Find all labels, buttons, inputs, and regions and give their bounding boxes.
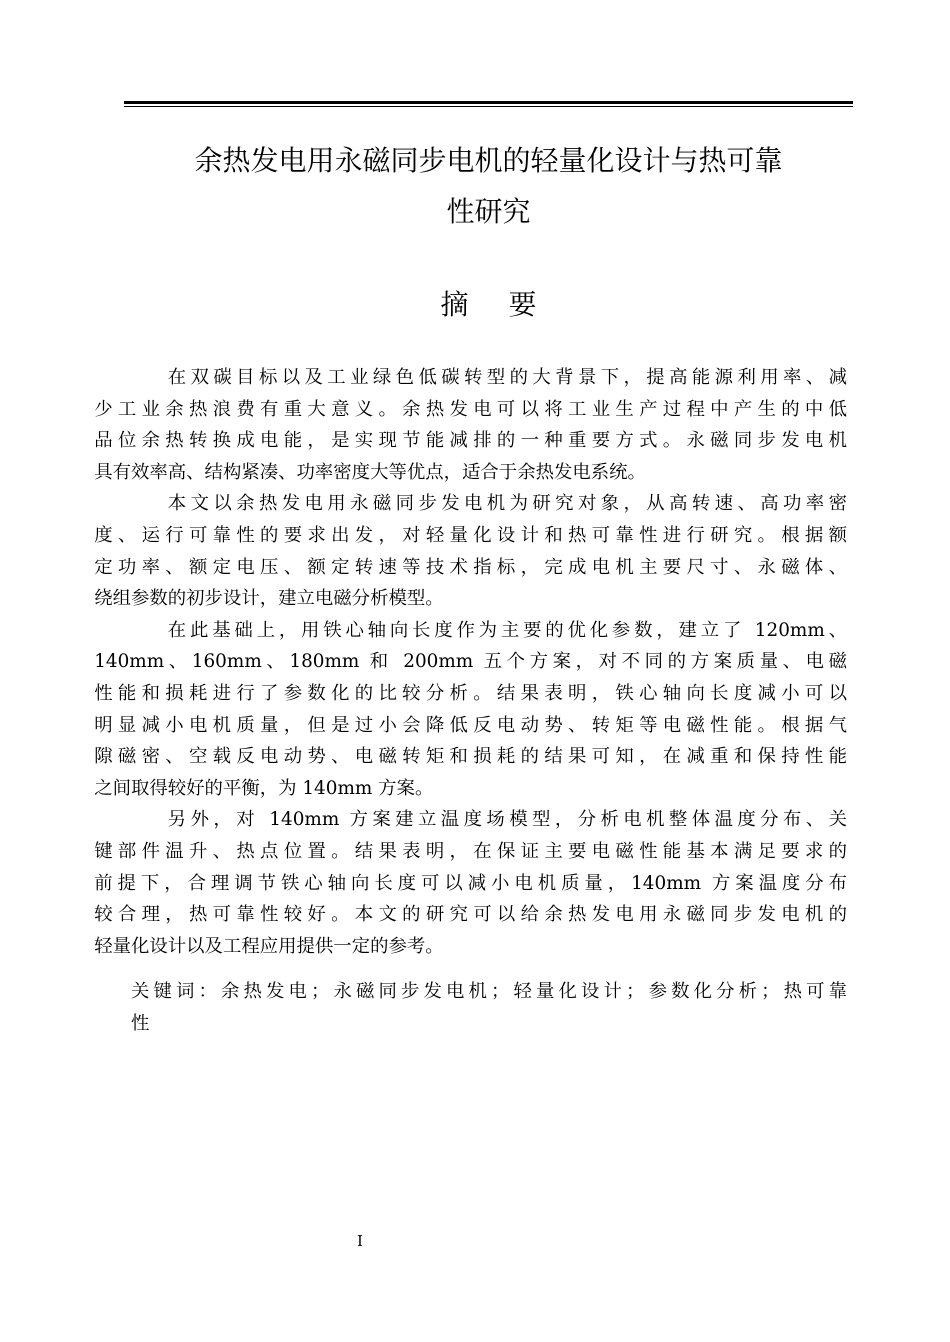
text-line: 具有效率高、结构紧凑、功率密度大等优点，适合于余热发电系统。 bbox=[94, 461, 646, 483]
text-line: 本文以余热发电用永磁同步发电机为研究对象，从高转速、高功率密 bbox=[167, 493, 847, 515]
text-line: 少工业余热浪费有重大意义。余热发电可以将工业生产过程中产生的中低 bbox=[94, 398, 847, 420]
text-line: 前提下，合理调节铁心轴向长度可以减小电机质量，140mm 方案温度分布 bbox=[94, 872, 847, 894]
text-line: 较合理，热可靠性较好。本文的研究可以给余热发电用永磁同步发电机的 bbox=[94, 904, 847, 926]
abstract-paragraph-2 bbox=[94, 488, 847, 614]
text-line: 定功率、额定电压、额定转速等技术指标，完成电机主要尺寸、永磁体、 bbox=[94, 556, 847, 578]
header-rule-thin bbox=[124, 106, 853, 107]
keywords-label: 关键词： bbox=[131, 981, 222, 1002]
text-line: 之间取得较好的平衡，为 140mm 方案。 bbox=[94, 777, 434, 799]
text-line: 轻量化设计以及工程应用提供一定的参考。 bbox=[94, 935, 444, 957]
keywords-line-2: 性 bbox=[131, 1012, 150, 1034]
paper-title bbox=[124, 135, 853, 237]
text-line: 另外，对 140mm 方案建立温度场模型，分析电机整体温度分布、关 bbox=[167, 809, 847, 831]
abstract-paragraph-4 bbox=[94, 804, 847, 962]
text-line: 140mm、160mm、180mm 和 200mm 五个方案，对不同的方案质量、电磁 bbox=[94, 651, 847, 673]
text-line: 明显减小电机质量，但是过小会降低反电动势、转矩等电磁性能。根据气 bbox=[94, 714, 847, 736]
abstract-paragraph-3 bbox=[94, 615, 847, 805]
text-line: 度、运行可靠性的要求出发，对轻量化设计和热可靠性进行研究。根据额 bbox=[94, 524, 847, 546]
text-line: 绕组参数的初步设计，建立电磁分析模型。 bbox=[94, 588, 444, 610]
header-rule-thick bbox=[124, 101, 853, 104]
page-number: I bbox=[357, 1232, 363, 1250]
abstract-body bbox=[94, 362, 847, 962]
keywords-text-1: 余热发电；永磁同步发电机；轻量化设计；参数化分析；热可靠 bbox=[221, 981, 847, 1002]
text-line: 在双碳目标以及工业绿色低碳转型的大背景下，提高能源利用率、减 bbox=[167, 367, 847, 388]
paper-title-line-2: 性研究 bbox=[446, 195, 531, 228]
keywords bbox=[131, 976, 847, 1039]
paper-title-line-1: 余热发电用永磁同步电机的轻量化设计与热可靠 bbox=[194, 144, 783, 177]
text-line: 键部件温升、热点位置。结果表明，在保证主要电磁性能基本满足要求的 bbox=[94, 840, 847, 862]
text-line: 在此基础上，用铁心轴向长度作为主要的优化参数，建立了 120mm、 bbox=[167, 619, 847, 641]
abstract-paragraph-1 bbox=[94, 362, 847, 488]
text-line: 性能和损耗进行了参数化的比较分析。结果表明，铁心轴向长度减小可以 bbox=[94, 682, 847, 704]
text-line: 品位余热转换成电能，是实现节能减排的一种重要方式。永磁同步发电机 bbox=[94, 430, 847, 452]
abstract-heading: 摘要 bbox=[440, 288, 577, 321]
keywords-line-1 bbox=[131, 976, 847, 1008]
text-line: 隙磁密、空载反电动势、电磁转矩和损耗的结果可知，在减重和保持性能 bbox=[94, 746, 847, 768]
